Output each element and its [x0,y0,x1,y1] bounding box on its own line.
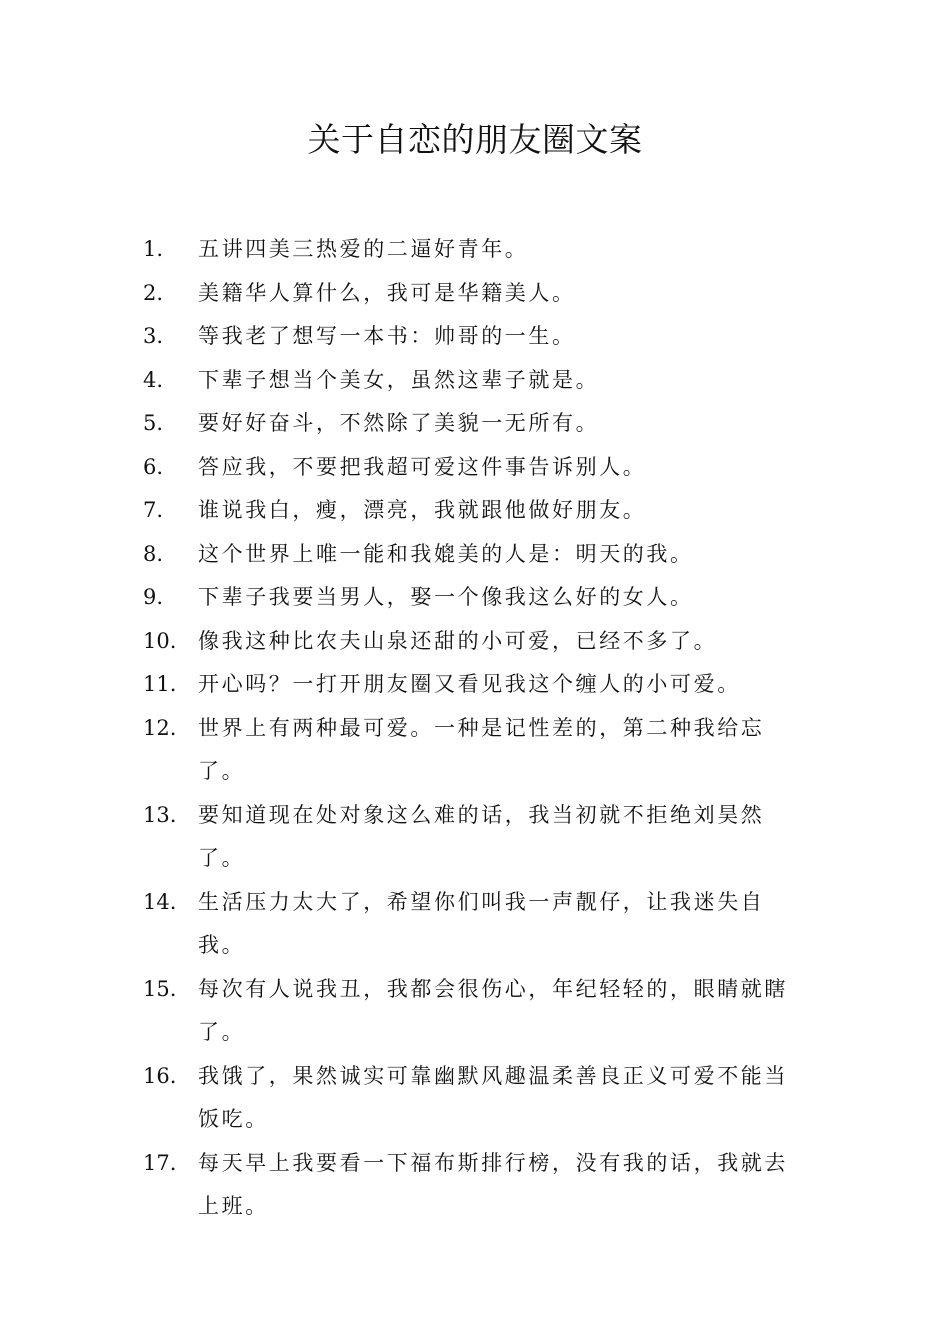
item-number: 3. [143,324,164,348]
item-text: 要好好奋斗，不然除了美貌一无所有。 [198,411,600,435]
item-text: 等我老了想写一本书：帅哥的一生。 [198,324,576,348]
item-number: 7. [143,498,164,522]
item-text: 要知道现在处对象这么难的话，我当初就不拒绝刘昊然了。 [198,802,765,870]
item-number: 11. [143,672,177,696]
list-item [143,446,793,490]
item-number: 9. [143,585,164,609]
item-number: 1. [143,237,164,261]
caption-list [143,228,793,1229]
list-item [143,794,793,881]
item-text: 这个世界上唯一能和我媲美的人是：明天的我。 [198,541,694,566]
item-number: 8. [143,541,164,566]
item-text: 五讲四美三热爱的二逼好青年。 [198,237,529,261]
list-item [143,1055,793,1142]
item-text: 下辈子想当个美女，虽然这辈子就是。 [198,367,600,392]
list-item [143,402,793,446]
item-text: 世界上有两种最可爱。一种是记性差的，第二种我给忘了。 [198,715,765,783]
item-number: 16. [143,1063,177,1088]
list-item [143,359,793,403]
item-number: 10. [143,628,177,653]
item-text: 答应我，不要把我超可爱这件事告诉别人。 [198,454,647,479]
item-number: 17. [143,1150,177,1175]
item-number: 15. [143,976,177,1001]
item-number: 2. [143,280,164,305]
item-text: 每天早上我要看一下福布斯排行榜，没有我的话，我就去上班。 [198,1150,788,1218]
item-number: 4. [143,367,164,392]
item-number: 13. [143,802,177,827]
item-number: 5. [143,411,164,435]
list-item [143,620,793,664]
item-text: 下辈子我要当男人，娶一个像我这么好的女人。 [198,585,694,609]
list-item [143,315,793,359]
list-item [143,489,793,533]
page-title: 关于自恋的朋友圈文案 [307,120,643,159]
item-text: 像我这种比农夫山泉还甜的小可爱，已经不多了。 [198,628,718,653]
list-item [143,663,793,707]
item-number: 6. [143,454,164,479]
list-item [143,576,793,620]
item-text: 我饿了，果然诚实可靠幽默风趣温柔善良正义可爱不能当饭吃。 [198,1063,788,1131]
item-text: 谁说我白，瘦，漂亮，我就跟他做好朋友。 [198,498,647,522]
item-text: 开心吗？一打开朋友圈又看见我这个缠人的小可爱。 [198,672,741,696]
item-number: 14. [143,889,177,914]
list-item [143,1142,793,1229]
item-number: 12. [143,715,177,740]
list-item [143,272,793,316]
item-text: 生活压力太大了，希望你们叫我一声靓仔，让我迷失自我。 [198,889,765,957]
list-item [143,533,793,577]
item-text: 美籍华人算什么，我可是华籍美人。 [198,280,576,305]
list-item [143,228,793,272]
list-item [143,707,793,794]
list-item [143,968,793,1055]
item-text: 每次有人说我丑，我都会很伤心，年纪轻轻的，眼睛就瞎了。 [198,976,788,1044]
list-item [143,881,793,968]
